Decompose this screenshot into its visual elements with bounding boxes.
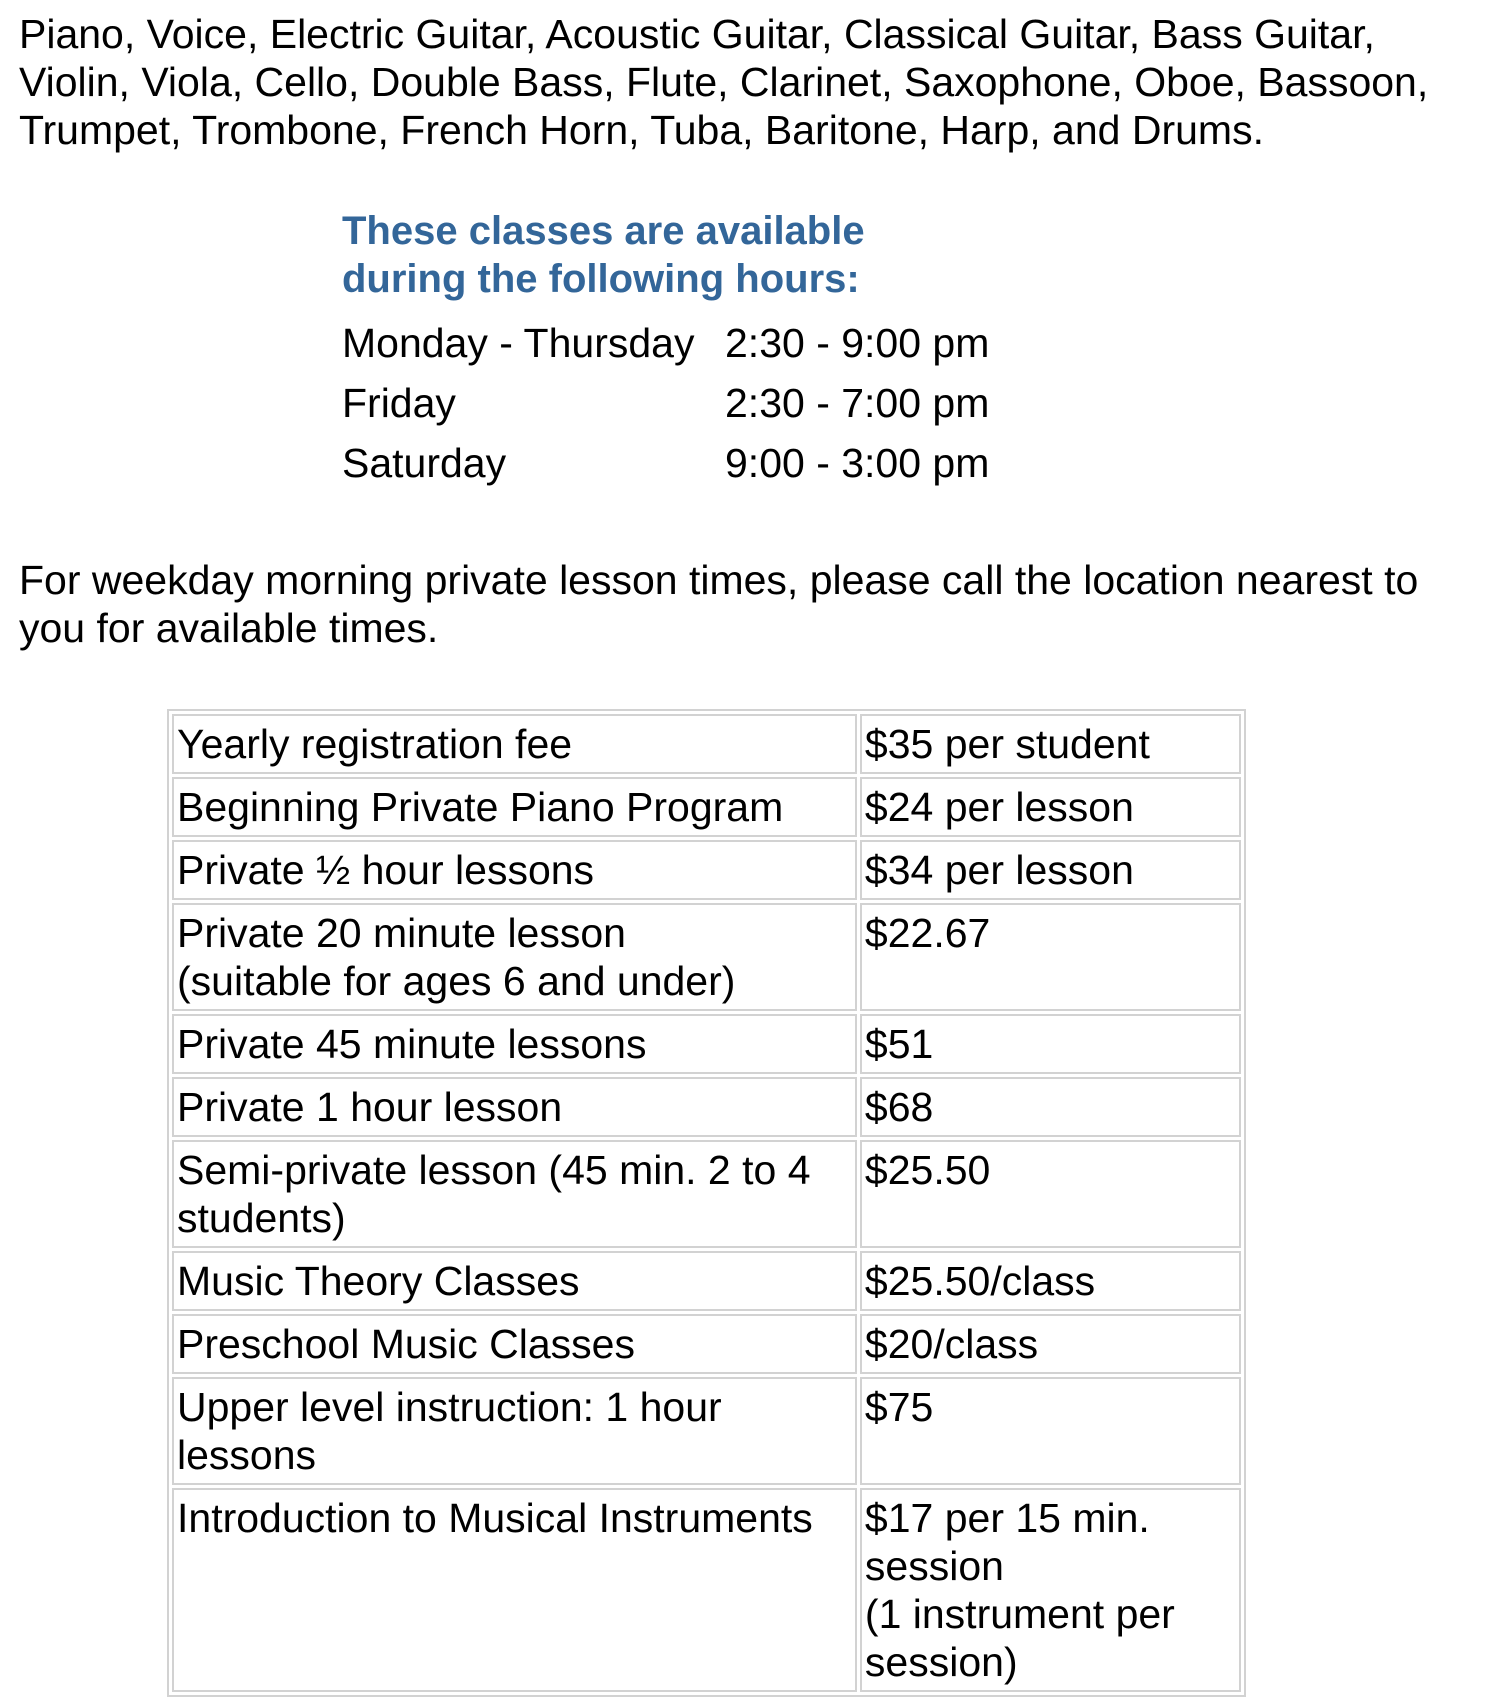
fee-price-text: $68 [864, 1084, 934, 1130]
fee-item-text: Private ½ hour lessons [177, 847, 595, 893]
fee-price-cell [860, 903, 1241, 1011]
fee-row [172, 1488, 1241, 1692]
fee-row [172, 777, 1241, 837]
fee-row [172, 1140, 1241, 1248]
fee-price-cell [860, 1488, 1241, 1692]
fee-price-cell [860, 840, 1241, 900]
fee-item-text: lessons [177, 1432, 317, 1478]
fee-item-text: Private 20 minute lesson [177, 910, 626, 956]
fee-price-text: (1 instrument per [864, 1591, 1175, 1637]
fee-price-text: $75 [864, 1384, 934, 1430]
class-hours-table [342, 313, 989, 493]
fee-row [172, 1314, 1241, 1374]
fee-price-cell [860, 777, 1241, 837]
fee-price-cell [860, 1251, 1241, 1311]
fee-row [172, 714, 1241, 774]
fee-item-cell [172, 1140, 857, 1248]
fee-row [172, 840, 1241, 900]
fee-item-text: Introduction to Musical Instruments [177, 1495, 813, 1541]
fee-price-text: $51 [864, 1021, 934, 1067]
fee-item-cell [172, 1314, 857, 1374]
fee-row [172, 1077, 1241, 1137]
fee-price-text: $24 per lesson [864, 784, 1134, 830]
fee-item-cell [172, 1488, 857, 1692]
fee-price-cell [860, 1140, 1241, 1248]
class-hours-heading-line-1: These classes are available [342, 209, 865, 253]
fee-price-text: session [864, 1543, 1004, 1589]
fee-item-text: (suitable for ages 6 and under) [177, 958, 736, 1004]
fee-item-cell [172, 777, 857, 837]
fees-table [167, 709, 1246, 1697]
fee-price-cell [860, 1377, 1241, 1485]
hours-day: Saturday [342, 440, 507, 486]
fee-item-cell [172, 903, 857, 1011]
class-hours-heading [342, 207, 1042, 303]
fee-item-cell [172, 1377, 857, 1485]
fee-row [172, 1014, 1241, 1074]
fee-price-cell [860, 1314, 1241, 1374]
fee-item-text: students) [177, 1195, 346, 1241]
morning-lessons-note: For weekday morning private lesson times, please call the location nearest to you for available times. [19, 557, 1419, 651]
fee-item-text: Private 45 minute lessons [177, 1021, 647, 1067]
hours-day: Monday - Thursday [342, 320, 695, 366]
fee-price-cell [860, 1014, 1241, 1074]
fee-item-text: Preschool Music Classes [177, 1321, 635, 1367]
hours-row [342, 313, 989, 373]
fee-price-text: $35 per student [864, 721, 1150, 767]
fee-price-text: $20/class [864, 1321, 1039, 1367]
fee-row [172, 903, 1241, 1011]
hours-time: 2:30 - 9:00 pm [725, 320, 990, 366]
class-hours-heading-line-2: during the following hours: [342, 257, 860, 301]
fee-price-text: $17 per 15 min. [864, 1495, 1150, 1541]
fee-price-text: $25.50 [864, 1147, 991, 1193]
hours-time: 2:30 - 7:00 pm [725, 380, 990, 426]
fee-item-text: Semi-private lesson (45 min. 2 to 4 [177, 1147, 811, 1193]
class-hours-section [342, 207, 1042, 493]
fee-item-text: Yearly registration fee [177, 721, 573, 767]
instruments-list-text: Piano, Voice, Electric Guitar, Acoustic Guitar, Classical Guitar, Bass Guitar, Violin, Viola, Cello, Double Bass, Flute, Clarinet, Saxophone, Oboe, Bassoon, Trumpet, Trombone, French Horn, Tuba, Baritone, Harp, and Drums. [19, 11, 1429, 153]
hours-day: Friday [342, 380, 456, 426]
hours-time: 9:00 - 3:00 pm [725, 440, 990, 486]
fee-item-cell [172, 840, 857, 900]
fee-row [172, 1377, 1241, 1485]
fee-item-cell [172, 1077, 857, 1137]
fee-item-text: Upper level instruction: 1 hour [177, 1384, 722, 1430]
hours-row [342, 433, 989, 493]
fee-item-text: Beginning Private Piano Program [177, 784, 784, 830]
fee-row [172, 1251, 1241, 1311]
fee-item-text: Music Theory Classes [177, 1258, 580, 1304]
fee-price-text: $25.50/class [864, 1258, 1096, 1304]
fee-item-cell [172, 1251, 857, 1311]
fee-item-cell [172, 714, 857, 774]
fee-item-cell [172, 1014, 857, 1074]
fee-price-cell [860, 1077, 1241, 1137]
fee-price-text: $22.67 [864, 910, 991, 956]
fee-price-cell [860, 714, 1241, 774]
hours-row [342, 373, 989, 433]
fee-item-text: Private 1 hour lesson [177, 1084, 563, 1130]
fee-price-text: session) [864, 1639, 1018, 1685]
fee-price-text: $34 per lesson [864, 847, 1134, 893]
